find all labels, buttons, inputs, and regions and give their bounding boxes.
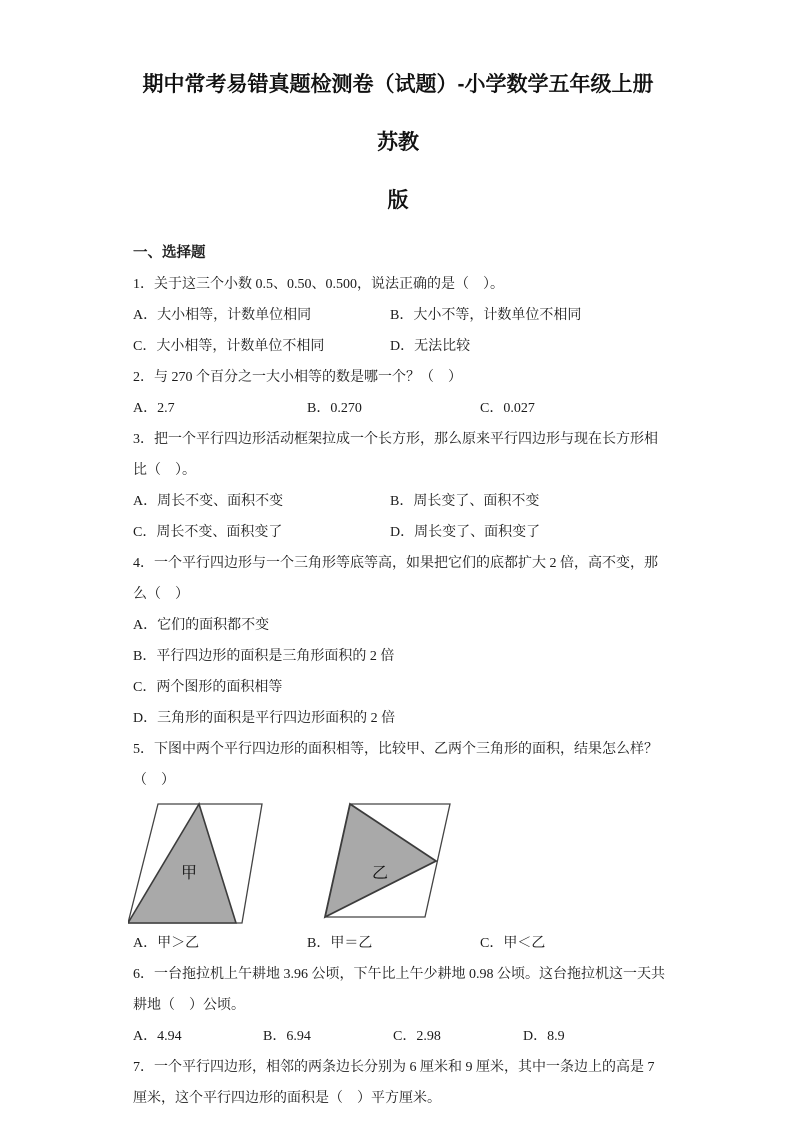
q2-option-c: C．0.027 — [480, 401, 535, 416]
q1-option-a: A．大小相等，计数单位相同 — [133, 308, 312, 323]
q1-options — [133, 300, 663, 362]
q5-option-b: B．甲＝乙 — [307, 936, 373, 951]
q2-option-b: B．0.270 — [307, 401, 362, 416]
q3-stem-line-2: 比（ ）。 — [133, 463, 196, 478]
q6-option-b: B．6.94 — [263, 1029, 311, 1044]
q3-option-a: A．周长不变、面积不变 — [133, 494, 284, 509]
q2-option-a: A．2.7 — [133, 401, 175, 416]
triangle-label-jia: 甲 — [181, 865, 198, 882]
q6-option-d: D．8.9 — [523, 1029, 565, 1044]
q4-stem-line-2: 么（ ） — [133, 587, 189, 602]
q4-option-b: B．平行四边形的面积是三角形面积的 2 倍 — [133, 649, 395, 664]
q5-options — [133, 928, 663, 959]
q3-option-c: C．周长不变、面积变了 — [133, 525, 283, 540]
figure-parallelogram-jia — [128, 798, 268, 926]
q5-stem-line-2: （ ） — [133, 773, 175, 788]
q4-option-c: C．两个图形的面积相等 — [133, 680, 283, 695]
q1-option-b: B．大小不等，计数单位不相同 — [390, 308, 582, 323]
q4-options — [133, 610, 663, 734]
q4-stem-line-1: 4．一个平行四边形与一个三角形等底等高，如果把它们的底都扩大 2 倍，高不变，那 — [133, 556, 658, 571]
q2-stem: 2．与 270 个百分之一大小相等的数是哪一个？（ ） — [133, 370, 462, 385]
q5-option-a: A．甲＞乙 — [133, 936, 200, 951]
title-line-1: 期中常考易错真题检测卷（试题）-小学数学五年级上册苏教 — [142, 73, 654, 154]
q6-option-c: C．2.98 — [393, 1029, 441, 1044]
triangle-label-yi: 乙 — [372, 865, 389, 882]
q4-option-d: D．三角形的面积是平行四边形面积的 2 倍 — [133, 711, 396, 726]
section-heading: 一、选择题 — [133, 245, 206, 261]
q5-option-c: C．甲＜乙 — [480, 936, 546, 951]
q3-option-b: B．周长变了、面积不变 — [390, 494, 540, 509]
figure-parallelogram-yi — [322, 798, 457, 923]
q6-stem-line-1: 6．一台拖拉机上午耕地 3.96 公顷，下午比上午少耕地 0.98 公顷。这台拖拉机这一天共 — [133, 967, 665, 982]
title-line-2: 版 — [387, 189, 409, 212]
q3-stem-line-1: 3．把一个平行四边形活动框架拉成一个长方形，那么原来平行四边形与现在长方形相 — [133, 432, 658, 447]
q5-stem-line-1: 5．下图中两个平行四边形的面积相等，比较甲、乙两个三角形的面积，结果怎么样？ — [133, 742, 658, 757]
q3-option-d: D．周长变了、面积变了 — [390, 525, 541, 540]
q1-option-c: C．大小相等，计数单位不相同 — [133, 339, 325, 354]
page-title — [133, 56, 663, 230]
q1-option-d: D．无法比较 — [390, 339, 471, 354]
q6-options — [133, 1021, 663, 1052]
q7-stem-line-2: 厘米，这个平行四边形的面积是（ ）平方厘米。 — [133, 1091, 441, 1106]
q7-stem-line-1: 7．一个平行四边形，相邻的两条边长分别为 6 厘米和 9 厘米，其中一条边上的高是 7 — [133, 1060, 655, 1075]
q6-stem-line-2: 耕地（ ）公顷。 — [133, 998, 245, 1013]
q6-option-a: A．4.94 — [133, 1029, 182, 1044]
q1-stem: 1．关于这三个小数 0.5、0.50、0.500，说法正确的是（ ）。 — [133, 277, 504, 292]
q4-option-a: A．它们的面积都不变 — [133, 618, 270, 633]
q3-options — [133, 486, 663, 548]
q2-options — [133, 393, 663, 424]
q5-figure — [128, 798, 663, 926]
